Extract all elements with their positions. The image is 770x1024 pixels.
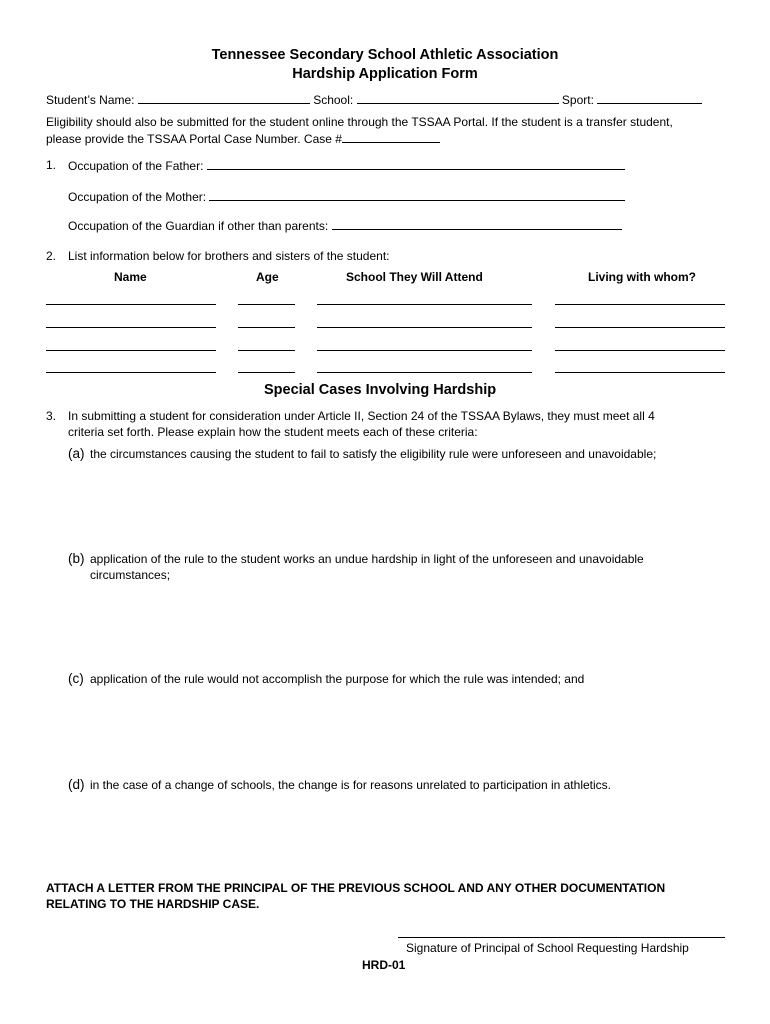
case-number-label: please provide the TSSAA Portal Case Number. Case # [46, 132, 342, 146]
father-occupation-row [68, 158, 625, 173]
col-header-age: Age [256, 270, 279, 284]
col-header-name: Name [114, 270, 147, 284]
sibling-living-field[interactable] [555, 350, 725, 351]
sibling-school-field[interactable] [317, 327, 532, 328]
criterion-a-answer-area[interactable] [68, 466, 728, 546]
student-name-label: Student’s Name: [46, 93, 135, 107]
criterion-b-text-2: circumstances; [90, 568, 171, 582]
mother-occupation-field[interactable] [209, 189, 625, 201]
guardian-occupation-row [68, 218, 622, 233]
criterion-b-letter: (b) [68, 551, 85, 566]
q2-text: List information below for brothers and sisters of the student: [68, 249, 390, 263]
q2-number: 2. [46, 249, 57, 263]
criterion-d-letter: (d) [68, 777, 85, 792]
criterion-d-answer-area[interactable] [68, 797, 728, 867]
father-occupation-field[interactable] [207, 158, 625, 170]
sibling-name-field[interactable] [46, 304, 216, 305]
sibling-school-field[interactable] [317, 372, 532, 373]
mother-occupation-row [68, 189, 625, 204]
principal-signature-field[interactable] [398, 937, 725, 938]
criterion-d-text: in the case of a change of schools, the change is for reasons unrelated to participation in athletics. [90, 778, 611, 792]
attach-notice-line-2: RELATING TO THE HARDSHIP CASE. [46, 897, 260, 911]
criterion-b-answer-area[interactable] [68, 586, 728, 666]
criterion-c-answer-area[interactable] [68, 691, 728, 771]
sibling-age-field[interactable] [238, 350, 295, 351]
attach-notice-line-1: ATTACH A LETTER FROM THE PRINCIPAL OF THE PREVIOUS SCHOOL AND ANY OTHER DOCUMENTATION [46, 881, 666, 895]
sibling-school-field[interactable] [317, 304, 532, 305]
q3-line-2: criteria set forth. Please explain how the student meets each of these criteria: [68, 425, 478, 439]
col-header-school: School They Will Attend [346, 270, 483, 284]
sibling-school-field[interactable] [317, 350, 532, 351]
sport-label: Sport: [561, 93, 594, 107]
sibling-name-field[interactable] [46, 372, 216, 373]
eligibility-line-1: Eligibility should also be submitted for the student online through the TSSAA Portal. If the student is a transfer student, [46, 115, 673, 129]
mother-occupation-label: Occupation of the Mother: [68, 190, 207, 204]
criterion-a-letter: (a) [68, 446, 85, 461]
form-org-title: Tennessee Secondary School Athletic Association [211, 47, 559, 63]
q3-number: 3. [46, 409, 57, 423]
case-number-field[interactable] [342, 131, 440, 143]
form-code: HRD-01 [362, 958, 406, 972]
q1-number: 1. [46, 158, 57, 172]
father-occupation-label: Occupation of the Father: [68, 159, 204, 173]
guardian-occupation-field[interactable] [332, 218, 622, 230]
q3-line-1: In submitting a student for consideration under Article II, Section 24 of the TSSAA Bylaws, they must meet all 4 [68, 409, 655, 423]
signature-label: Signature of Principal of School Requesting Hardship [406, 941, 689, 955]
sibling-age-field[interactable] [238, 304, 295, 305]
student-info-row [46, 92, 702, 107]
col-header-living-with: Living with whom? [588, 270, 696, 284]
school-field[interactable] [357, 92, 559, 104]
sibling-name-field[interactable] [46, 350, 216, 351]
form-title: Hardship Application Form [292, 66, 478, 82]
sibling-age-field[interactable] [238, 372, 295, 373]
school-label: School: [313, 93, 354, 107]
guardian-occupation-label: Occupation of the Guardian if other than parents: [68, 219, 329, 233]
criterion-c-text: application of the rule would not accomplish the purpose for which the rule was intended; and [90, 672, 585, 686]
sport-field[interactable] [597, 92, 702, 104]
eligibility-line-2 [46, 131, 440, 146]
criterion-c-letter: (c) [68, 671, 84, 686]
criterion-a-text: the circumstances causing the student to fail to satisfy the eligibility rule were unforeseen and unavoidable; [90, 447, 657, 461]
sibling-living-field[interactable] [555, 327, 725, 328]
sibling-living-field[interactable] [555, 304, 725, 305]
criterion-b-text-1: application of the rule to the student works an undue hardship in light of the unforeseen and unavoidable [90, 552, 644, 566]
sibling-living-field[interactable] [555, 372, 725, 373]
sibling-age-field[interactable] [238, 327, 295, 328]
sibling-name-field[interactable] [46, 327, 216, 328]
special-cases-heading: Special Cases Involving Hardship [264, 382, 497, 398]
student-name-field[interactable] [138, 92, 310, 104]
